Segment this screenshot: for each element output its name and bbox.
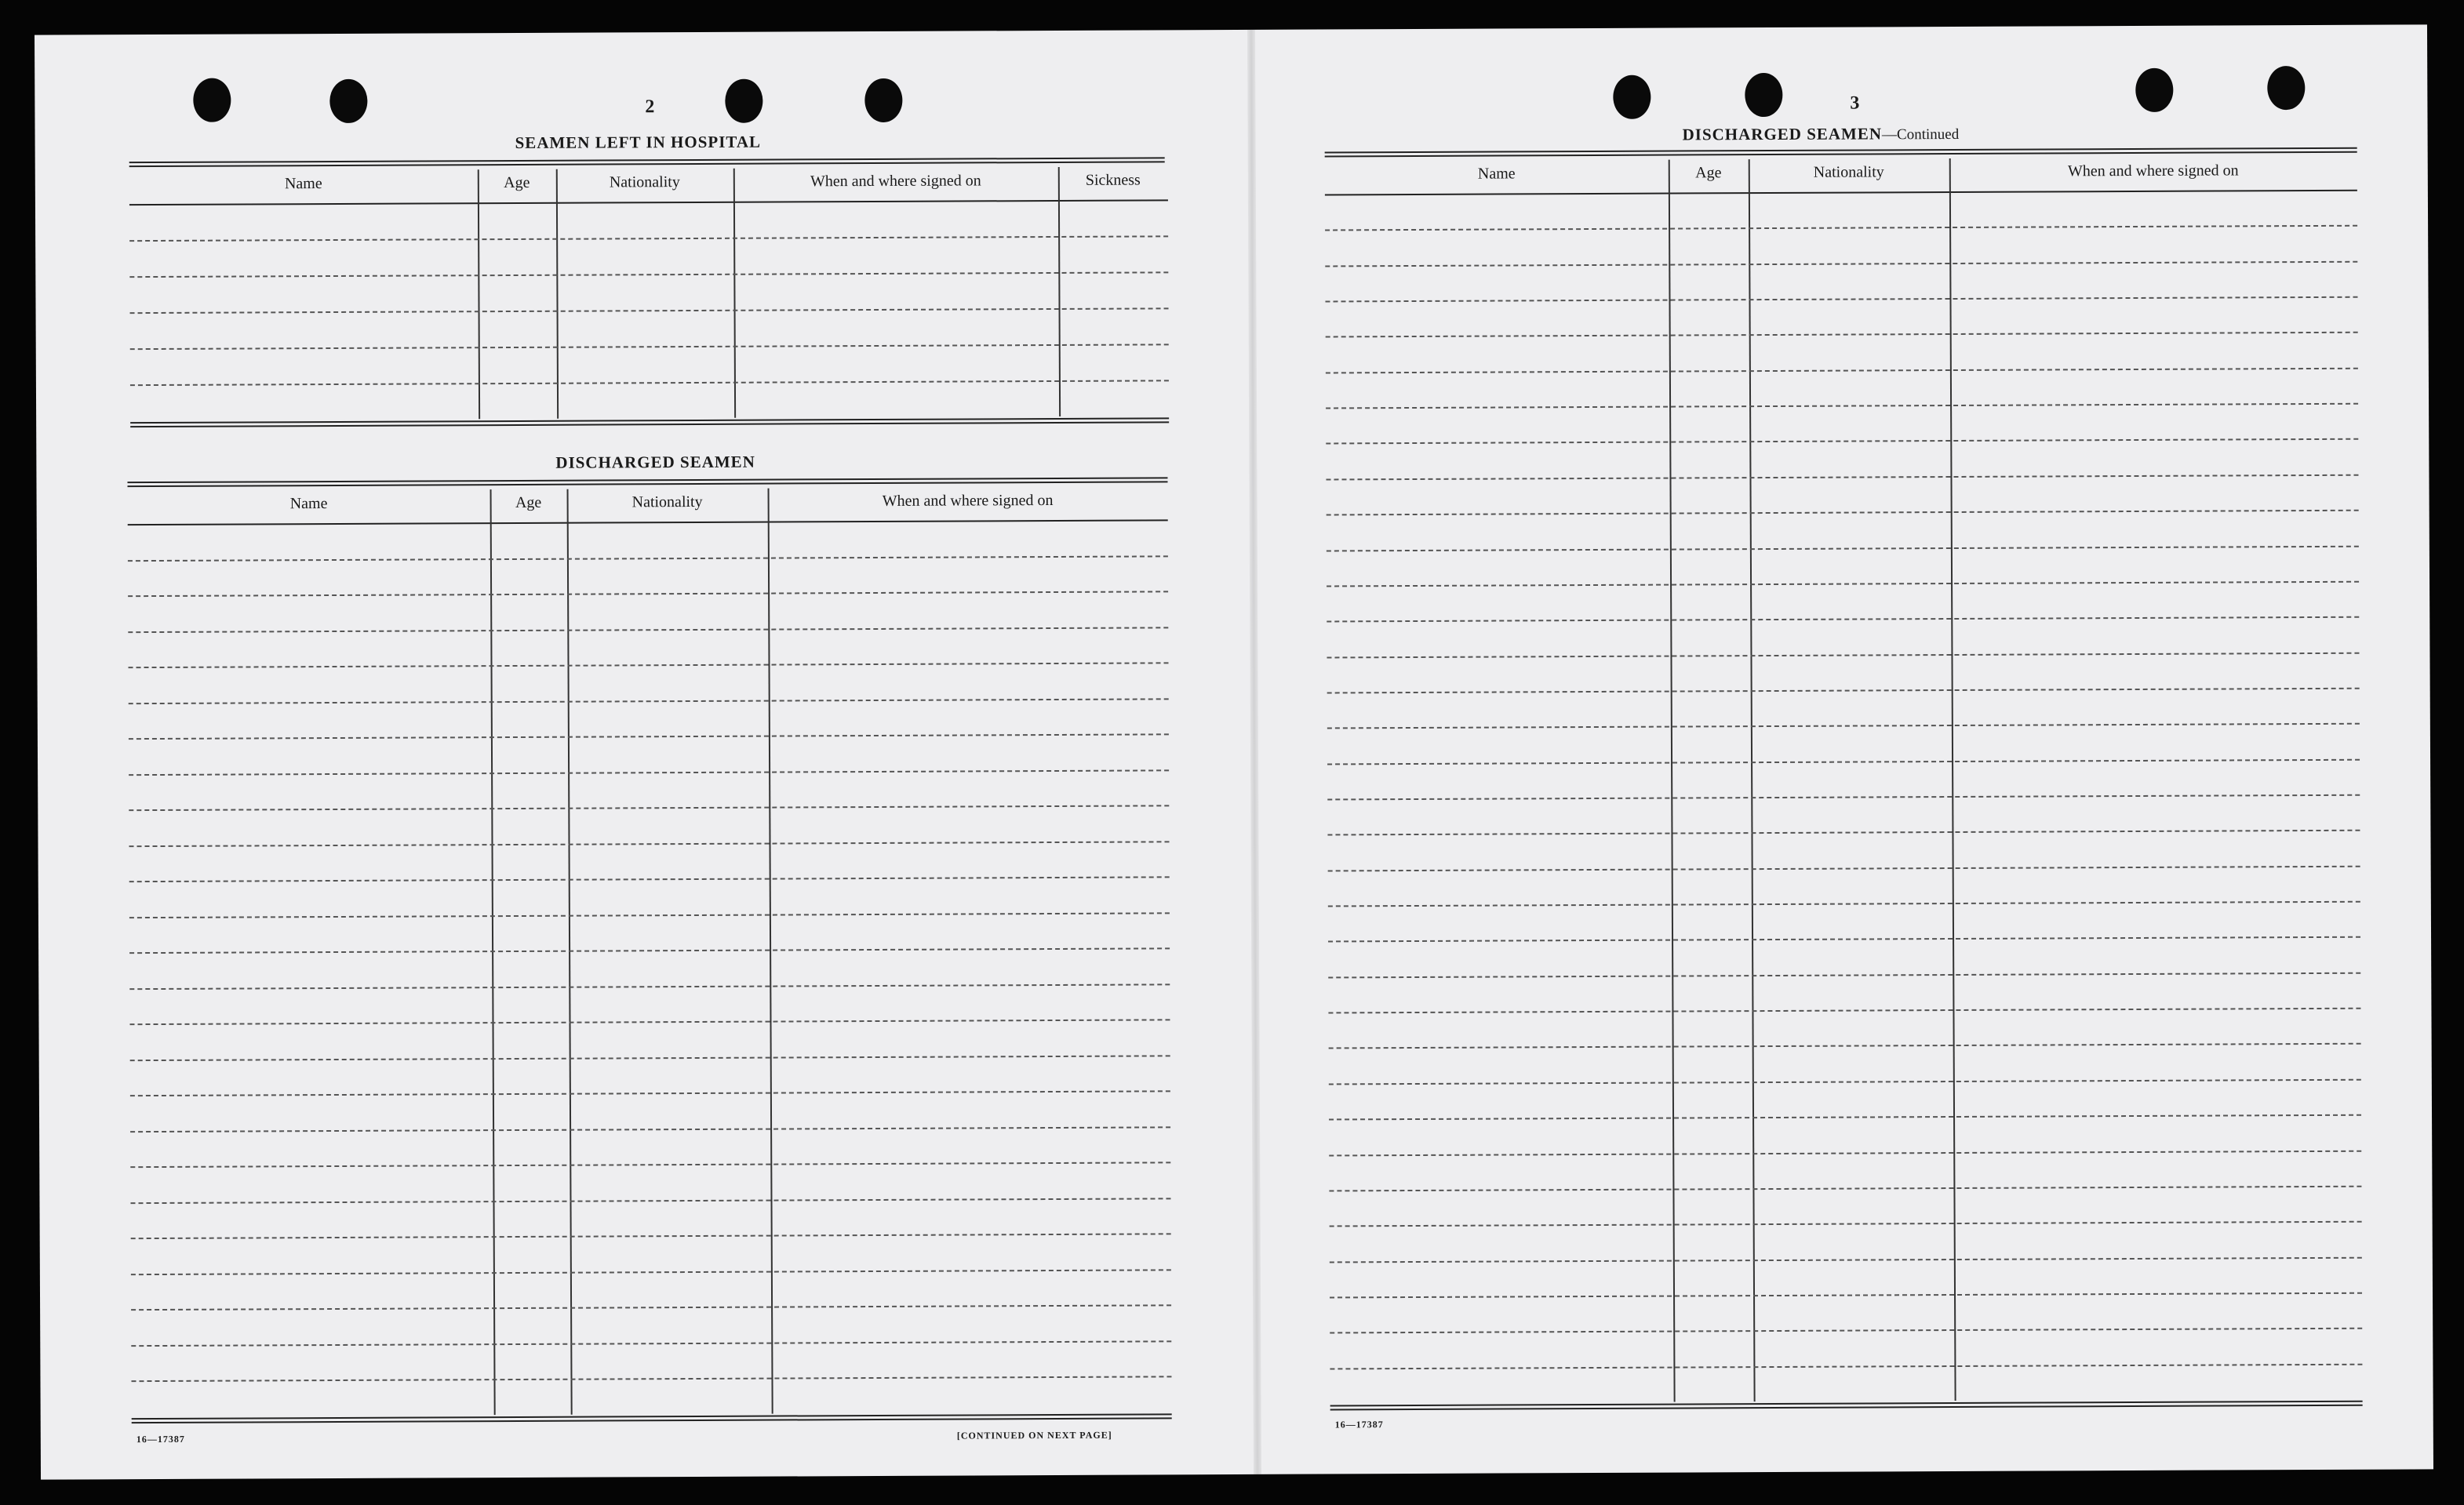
column-divider xyxy=(1749,159,1756,1401)
column-header: Age xyxy=(1695,164,1722,182)
table-row xyxy=(1329,1079,2361,1085)
table-row xyxy=(131,1376,1171,1383)
column-divider xyxy=(733,169,736,418)
table-row xyxy=(130,344,1169,350)
table-row xyxy=(129,877,1170,883)
table-row xyxy=(1328,865,2360,871)
table-row xyxy=(1327,652,2359,658)
table-row xyxy=(1327,758,2360,765)
form-number-left: 16—17387 xyxy=(136,1433,185,1445)
table-row xyxy=(129,948,1170,954)
hospital-table xyxy=(129,166,1169,420)
discharged-continued-title-main: DISCHARGED SEAMEN xyxy=(1682,124,1883,144)
table-row xyxy=(128,555,1168,562)
table-row xyxy=(131,1269,1171,1275)
table-row xyxy=(129,841,1170,847)
table-row xyxy=(130,1091,1170,1097)
table-row xyxy=(130,380,1169,386)
punch-hole xyxy=(1613,75,1651,119)
table-row xyxy=(129,662,1169,668)
punch-hole xyxy=(2267,66,2305,110)
table-row xyxy=(129,235,1168,242)
table-row xyxy=(129,733,1169,740)
table-row xyxy=(129,912,1170,918)
table-header-rule xyxy=(1325,190,2357,196)
table-row xyxy=(1327,510,2359,516)
column-header: Name xyxy=(1477,165,1516,183)
hospital-title-rule xyxy=(129,157,1165,167)
column-header: When and where signed on xyxy=(810,172,981,191)
punch-hole xyxy=(2135,68,2173,112)
table-row xyxy=(129,805,1169,812)
table-row xyxy=(1330,1221,2362,1227)
table-row xyxy=(1325,296,2357,303)
table-row xyxy=(1327,794,2360,801)
table-row xyxy=(1330,1292,2362,1299)
table-row xyxy=(129,769,1169,776)
column-header: Age xyxy=(515,493,542,511)
punch-hole xyxy=(329,79,367,123)
table-row xyxy=(1326,438,2358,445)
column-header: Name xyxy=(284,175,322,193)
table-row xyxy=(1330,1328,2362,1334)
continued-note: [CONTINUED ON NEXT PAGE] xyxy=(956,1429,1112,1441)
form-number-right: 16—17387 xyxy=(1334,1419,1384,1430)
column-header: Name xyxy=(289,495,328,513)
table-row xyxy=(1325,225,2357,231)
punch-hole xyxy=(864,78,902,122)
table-row xyxy=(131,1340,1171,1347)
discharged-continued-title xyxy=(1683,124,1960,145)
column-header: Sickness xyxy=(1085,171,1141,189)
table-row xyxy=(130,1162,1170,1169)
column-header: When and where signed on xyxy=(2067,162,2239,180)
table-row xyxy=(1329,1150,2361,1156)
column-divider xyxy=(556,169,559,419)
table-row xyxy=(1329,1043,2361,1049)
scanned-sheet xyxy=(35,24,2433,1479)
discharged-title-rule xyxy=(127,477,1167,487)
table-row xyxy=(1325,260,2357,267)
table-row xyxy=(129,983,1170,990)
table-row xyxy=(1328,936,2360,943)
page-number-right: 3 xyxy=(1850,93,1860,114)
punch-hole xyxy=(725,79,762,123)
column-divider xyxy=(1058,167,1061,416)
column-header: Age xyxy=(504,173,530,192)
table-row xyxy=(1328,901,2360,907)
discharged-continued-table xyxy=(1325,157,2363,1404)
table-row xyxy=(128,591,1168,597)
table-row xyxy=(1327,616,2359,623)
table-row xyxy=(128,627,1168,633)
discharged-continued-suffix: —Continued xyxy=(1881,125,1960,144)
column-divider xyxy=(1669,160,1676,1402)
table-row xyxy=(1327,723,2360,729)
discharged-table xyxy=(128,486,1172,1416)
table-row xyxy=(130,1198,1170,1204)
table-row xyxy=(131,1305,1171,1311)
table-row xyxy=(1326,332,2358,338)
table-row xyxy=(1327,581,2359,587)
table-row xyxy=(131,1234,1171,1240)
table-row xyxy=(1327,688,2360,694)
column-header: When and where signed on xyxy=(882,492,1054,510)
table-row xyxy=(1328,1008,2360,1014)
hospital-section-title: SEAMEN LEFT IN HOSPITAL xyxy=(515,132,762,152)
table-row xyxy=(1329,1114,2361,1121)
continued-title-rule xyxy=(1325,147,2357,158)
column-header: Nationality xyxy=(631,493,703,511)
table-row xyxy=(130,1126,1170,1132)
table-row xyxy=(1326,474,2358,481)
discharged-section-title: DISCHARGED SEAMEN xyxy=(555,452,755,472)
table-row xyxy=(1327,545,2359,551)
table-row xyxy=(1327,830,2360,836)
punch-hole xyxy=(1745,73,1782,117)
table-row xyxy=(1328,972,2360,978)
table-row xyxy=(130,307,1169,314)
table-row xyxy=(129,698,1169,704)
table-row xyxy=(1326,403,2358,409)
table-row xyxy=(1326,367,2358,373)
column-divider xyxy=(478,169,480,419)
page-fold xyxy=(1247,30,1261,1474)
table-row xyxy=(1330,1256,2362,1263)
column-divider xyxy=(1949,158,1956,1401)
table-row xyxy=(129,1020,1170,1026)
table-row xyxy=(1329,1186,2361,1192)
page-number-left: 2 xyxy=(645,96,655,118)
punch-hole xyxy=(193,78,231,122)
table-row xyxy=(129,271,1168,278)
table-header-rule xyxy=(128,519,1168,525)
table-row xyxy=(1330,1363,2362,1369)
column-header: Nationality xyxy=(1813,163,1884,181)
table-row xyxy=(130,1055,1170,1061)
column-header: Nationality xyxy=(609,173,680,191)
table-header-rule xyxy=(129,199,1168,205)
